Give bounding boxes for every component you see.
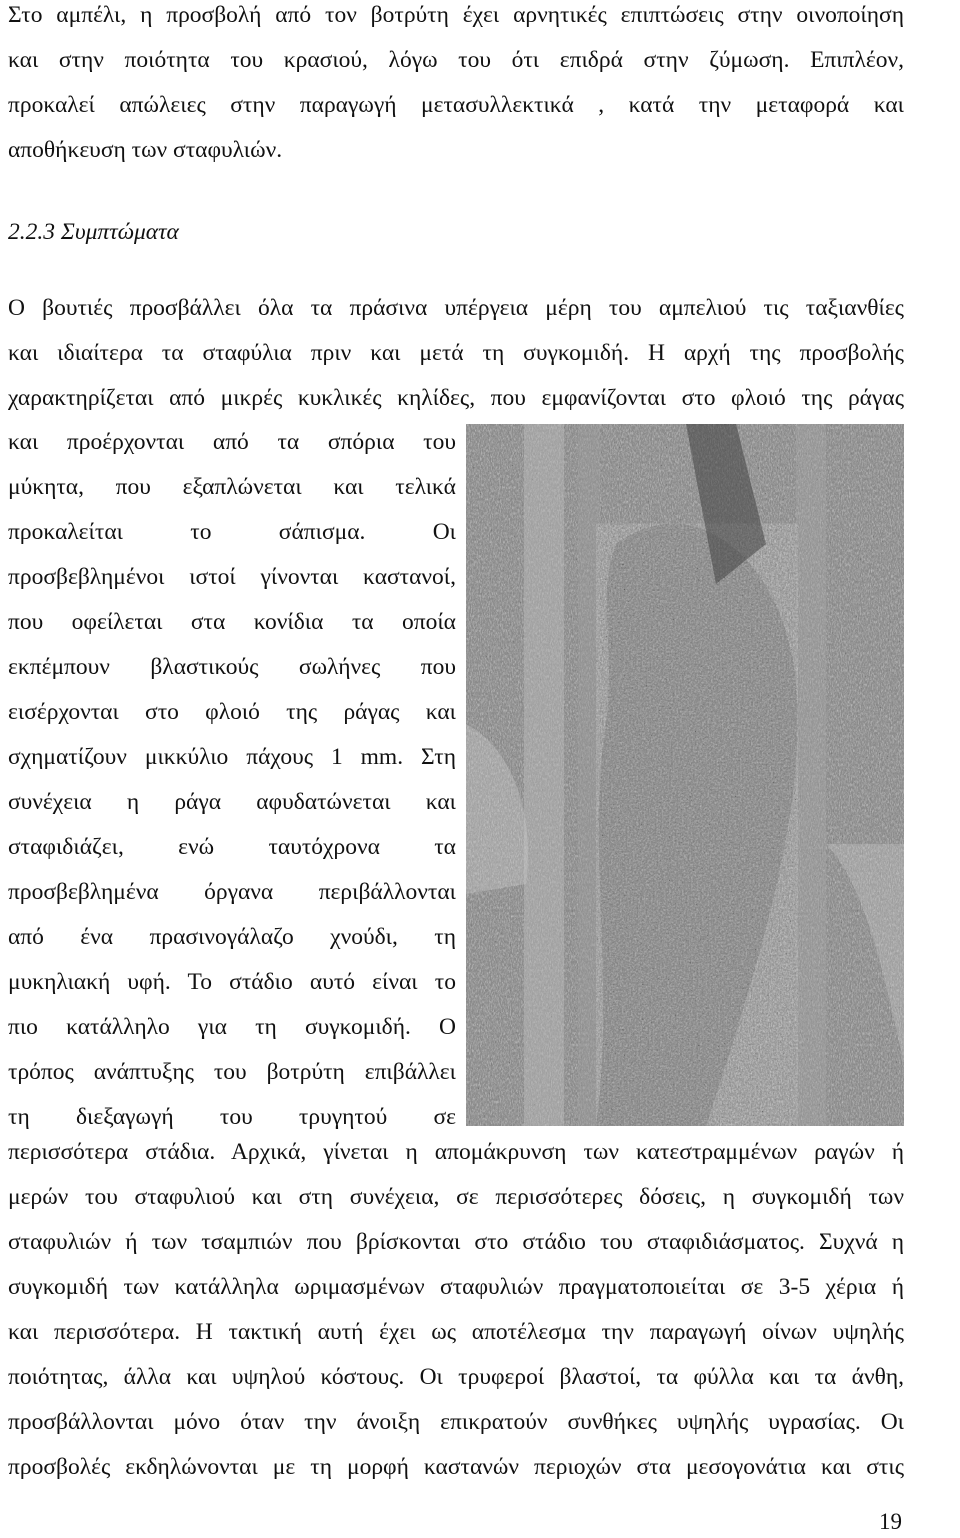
text-line: χαρακτηρίζεται από μικρές κυκλικές κηλίδες, που εμφανίζονται στο φλοιό της ράγας [8,385,904,411]
text-line: προσβάλλονται μόνο όταν την άνοιξη επικρατούν συνθήκες υψηλής υγρασίας. Οι [8,1409,904,1435]
text-line: προσβολές εκδηλώνονται με τη μορφή καστανών περιοχών στα μεσογονάτια και στις [8,1454,904,1480]
text-line: τρόπος ανάπτυξης του βοτρύτη επιβάλλει [8,1059,456,1085]
text-line: προσβεβλημένοι ιστοί γίνονται καστανοί, [8,564,456,590]
text-line: προσβεβλημένα όργανα περιβάλλονται [8,879,456,905]
botrytis-photo [466,424,904,1126]
text-line: συγκομιδή των κατάλληλα ωριμασμένων σταφυλιών πραγματοποιείται σε 3-5 χέρια ή [8,1274,904,1300]
text-line: εισέρχονται στο φλοιό της ράγας και [8,699,456,725]
text-line: τη διεξαγωγή του τρυγητού σε [8,1104,456,1130]
text-line: και ιδιαίτερα τα σταφύλια πριν και μετά τη συγκομιδή. Η αρχή της προσβολής [8,340,904,366]
text-line: σταφιδιάζει, ενώ ταυτόχρονα τα [8,834,456,860]
text-line: μυκηλιακή υφή. Το στάδιο αυτό είναι το [8,969,456,995]
text-line: Ο βουτιές προσβάλλει όλα τα πράσινα υπέργεια μέρη του αμπελιού τις ταξιανθίες [8,295,904,321]
text-line: εκπέμπουν βλαστικούς σωλήνες που [8,654,456,680]
page-number: 19 [879,1509,902,1534]
text-line: προκαλείται το σάπισμα. Οι [8,519,456,545]
text-line: σταφυλιών ή των τσαμπιών που βρίσκονται στο στάδιο του σταφιδιάσματος. Συχνά η [8,1229,904,1255]
text-line: Στο αμπέλι, η προσβολή από τον βοτρύτη έχει αρνητικές επιπτώσεις στην οινοποίηση [8,2,904,28]
text-line: πιο κατάλληλο για τη συγκομιδή. Ο [8,1014,456,1040]
text-line: και στην ποιότητα του κρασιού, λόγω του ότι επιδρά στην ζύμωση. Επιπλέον, [8,47,904,73]
text-line: και περισσότερα. Η τακτική αυτή έχει ως αποτέλεσμα την παραγωγή οίνων υψηλής [8,1319,904,1345]
text-line: μερών του σταφυλιού και στη συνέχεια, σε περισσότερες δόσεις, η συγκομιδή των [8,1184,904,1210]
text-line: προκαλεί απώλειες στην παραγωγή μετασυλλεκτικά , κατά την μεταφορά και [8,92,904,118]
section-heading: 2.2.3 Συμπτώματα [8,219,179,245]
text-line: συνέχεια η ράγα αφυδατώνεται και [8,789,456,815]
text-line: που οφείλεται στα κονίδια τα οποία [8,609,456,635]
text-line: από ένα πρασινογάλαζο χνούδι, τη [8,924,456,950]
text-line: σχηματίζουν μικκύλιο πάχους 1 mm. Στη [8,744,456,770]
text-line: περισσότερα στάδια. Αρχικά, γίνεται η απομάκρυνση των κατεστραμμένων ραγών ή [8,1139,904,1165]
text-line: και προέρχονται από τα σπόρια του [8,429,456,455]
text-line: αποθήκευση των σταφυλιών. [8,137,283,163]
text-line: ποιότητας, άλλα και υψηλού κόστους. Οι τρυφεροί βλαστοί, τα φύλλα και τα άνθη, [8,1364,904,1390]
text-line: μύκητα, που εξαπλώνεται και τελικά [8,474,456,500]
